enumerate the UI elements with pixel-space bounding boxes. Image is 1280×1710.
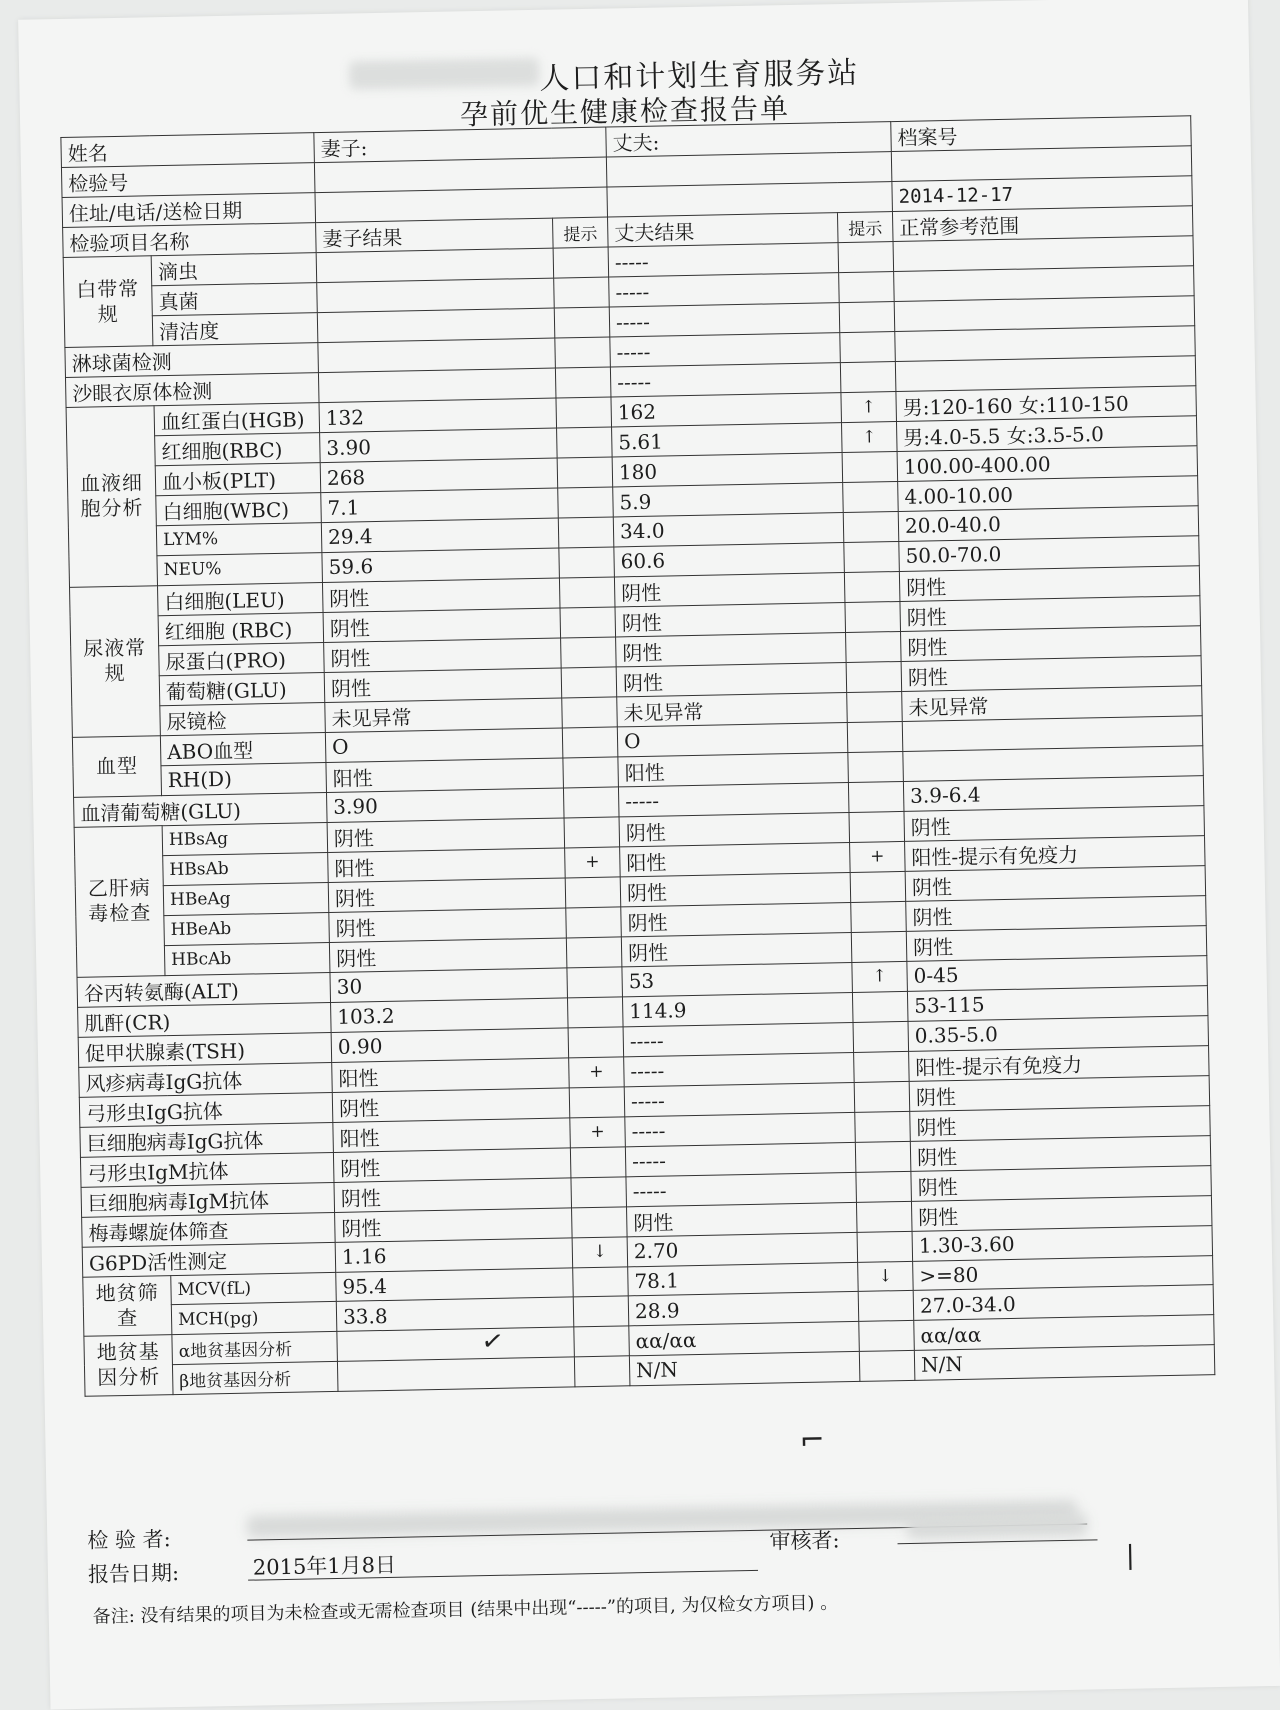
husband-result: 34.0 [613, 513, 844, 547]
wife-hint [568, 1026, 624, 1057]
wife-result: 30 [330, 968, 568, 1003]
group-label: 地贫基因分析 [84, 1335, 173, 1396]
husband-hint [859, 1321, 915, 1352]
col-header-husband: 丈夫结果 [608, 213, 839, 247]
husband-result: ----- [625, 1142, 856, 1176]
husband-result: 未见异常 [617, 692, 848, 726]
husband-result: 阳性 [620, 842, 851, 876]
reference-range: 阴性 [910, 1135, 1211, 1171]
wife-hint [564, 817, 620, 848]
husband-result: 2.70 [627, 1232, 858, 1266]
wife-hint [559, 577, 615, 608]
reference-range: 阴性 [900, 595, 1201, 631]
reference-range: 阴性 [911, 1195, 1212, 1231]
wife-result: 阴性 [322, 578, 560, 613]
wife-hint [555, 367, 611, 398]
husband-result: ----- [608, 243, 839, 277]
husband-result: 28.9 [628, 1292, 859, 1326]
husband-result: 180 [612, 453, 843, 487]
item-name: 风疹病毒IgG抗体 [79, 1062, 333, 1097]
item-name: 血小板(PLT) [155, 463, 321, 496]
item-name: HBsAb [163, 852, 329, 885]
wife-hint [566, 936, 622, 967]
item-name: G6PD活性测定 [82, 1242, 336, 1277]
reference-range: 阴性 [899, 565, 1200, 601]
report-date-value: 2015年1月8日 [252, 1552, 397, 1580]
reference-range: 阴性 [906, 895, 1207, 931]
wife-hint [570, 1146, 626, 1177]
item-name: HBsAg [162, 822, 328, 855]
reference-range: N/N [914, 1345, 1215, 1381]
husband-hint [846, 631, 902, 662]
wife-hint [571, 1176, 627, 1207]
wife-hint [555, 337, 611, 368]
wife-hint [563, 757, 619, 788]
item-name: 白细胞(LEU) [157, 582, 323, 615]
husband-hint [839, 302, 895, 333]
item-name: 弓形虫IgG抗体 [79, 1092, 333, 1127]
reference-range: 27.0-34.0 [913, 1285, 1214, 1321]
reference-range: 3.9-6.4 [903, 775, 1204, 811]
col-header-item: 检验项目名称 [63, 223, 317, 258]
wife-result: 阴性 [335, 1207, 573, 1242]
wife-hint [574, 1326, 630, 1357]
item-name: LYM% [156, 523, 322, 556]
husband-label: 丈夫: [606, 122, 892, 157]
wife-result: 阴性 [329, 908, 567, 943]
husband-hint [853, 1021, 909, 1052]
item-name: 血清葡萄糖(GLU) [74, 792, 328, 827]
husband-result: N/N [629, 1351, 860, 1385]
item-name: 弓形虫IgM抗体 [80, 1152, 334, 1187]
wife-hint [561, 667, 617, 698]
wife-result: 7.1 [321, 488, 559, 523]
wife-hint [569, 1086, 625, 1117]
reference-range: 1.30-3.60 [912, 1225, 1213, 1261]
husband-result: ----- [609, 273, 840, 307]
husband-result: ----- [625, 1112, 856, 1146]
item-name: RH(D) [161, 762, 327, 795]
husband-result: 5.61 [612, 423, 843, 457]
station-title: 人口和计划生育服务站 [539, 55, 860, 97]
wife-result [317, 278, 555, 313]
husband-hint [849, 811, 905, 842]
husband-result: αα/αα [629, 1322, 860, 1356]
wife-hint [554, 307, 610, 338]
husband-hint [844, 541, 900, 572]
item-name: 真菌 [152, 283, 318, 316]
wife-hint [573, 1296, 629, 1327]
husband-result: ----- [609, 303, 840, 337]
husband-result: ----- [610, 333, 841, 367]
wife-hint: ↓ [572, 1236, 628, 1267]
handwritten-check-mark: ✓ [479, 1325, 506, 1359]
name-label: 姓名 [61, 133, 315, 168]
handwritten-mark: ⌐ [799, 1422, 826, 1459]
reference-range: 阴性 [904, 805, 1205, 841]
husband-result: 60.6 [614, 542, 845, 576]
reference-range: 阴性 [906, 925, 1207, 961]
wife-result: 阴性 [323, 608, 561, 643]
husband-hint [847, 691, 903, 722]
husband-hint [854, 1081, 910, 1112]
item-name: NEU% [157, 552, 323, 585]
group-label: 血液细胞分析 [66, 406, 157, 587]
husband-result: 阴性 [621, 932, 852, 966]
wife-result: 阳性 [333, 1118, 571, 1153]
wife-hint [559, 547, 615, 578]
husband-hint [855, 1111, 911, 1142]
col-header-hint: 提示 [553, 217, 609, 248]
wife-result [318, 338, 556, 373]
item-name: MCV(fL) [171, 1272, 337, 1305]
reference-range: 阳性-提示有免疫力 [909, 1045, 1210, 1081]
husband-result: 阴性 [615, 602, 846, 636]
col-header-wife: 妻子结果 [316, 218, 554, 253]
wife-hint [554, 277, 610, 308]
wife-result: O [325, 728, 563, 763]
wife-hint [565, 877, 621, 908]
item-name: MCH(pg) [171, 1302, 337, 1335]
husband-result: 阴性 [614, 572, 845, 606]
reviewer-label: 审核者: [769, 1528, 840, 1554]
husband-hint [839, 272, 895, 303]
group-label: 血型 [72, 735, 161, 797]
wife-result: 268 [320, 458, 558, 493]
wife-hint [572, 1206, 628, 1237]
item-name: HBeAb [164, 912, 330, 945]
husband-hint [843, 512, 899, 543]
wife-result: 阴性 [329, 938, 567, 973]
husband-hint [852, 991, 908, 1022]
wife-result: 59.6 [322, 548, 560, 582]
wife-result [337, 1357, 575, 1391]
reference-range: 0.35-5.0 [908, 1015, 1209, 1051]
husband-hint [845, 601, 901, 632]
wife-hint: + [565, 847, 621, 878]
wife-hint [573, 1266, 629, 1297]
wife-result: 0.90 [331, 1028, 569, 1063]
redacted-area [349, 58, 540, 90]
group-label: 尿液常规 [70, 585, 161, 737]
reference-range: 阴性 [909, 1075, 1210, 1111]
husband-result: 114.9 [622, 992, 853, 1026]
husband-hint [848, 751, 904, 782]
husband-hint [840, 362, 896, 393]
wife-result: 阳性 [326, 758, 564, 793]
wife-hint [556, 397, 612, 428]
husband-hint [846, 661, 902, 692]
wife-label: 妻子: [314, 127, 607, 163]
husband-result: 阴性 [619, 812, 850, 846]
report-title: 孕前优生健康检查报告单 [459, 92, 791, 132]
wife-result: 阴性 [327, 818, 565, 853]
wife-hint [567, 966, 623, 997]
wife-hint [553, 247, 609, 278]
item-name: 血红蛋白(HGB) [154, 403, 320, 436]
husband-result: ----- [626, 1172, 857, 1206]
footnote: 备注: 没有结果的项目为未检查或无需检查项目 (结果中出现“-----”的项目, 为仅检女方项目) 。 [92, 1592, 839, 1628]
reference-range: 100.00-400.00 [897, 446, 1198, 482]
husband-hint [851, 901, 907, 932]
wife-result: 95.4 [336, 1267, 574, 1301]
item-name: 红细胞(RBC) [155, 433, 321, 466]
group-label: 地贫筛查 [83, 1275, 172, 1336]
husband-hint: ↑ [852, 961, 908, 992]
wife-hint [560, 607, 616, 638]
husband-hint [857, 1231, 913, 1262]
husband-hint: ↑ [841, 422, 897, 453]
reference-range: 50.0-70.0 [899, 536, 1200, 572]
item-name: 梅毒螺旋体筛查 [82, 1212, 336, 1247]
husband-hint [844, 571, 900, 602]
item-name: 肌酐(CR) [78, 1002, 332, 1037]
file-no-label: 档案号 [891, 116, 1192, 152]
wife-hint [561, 637, 617, 668]
husband-result: 阳性 [618, 752, 849, 786]
wife-result [317, 308, 555, 343]
item-name: 滴虫 [151, 253, 317, 286]
husband-result: 阴性 [616, 662, 847, 696]
reference-range: 阴性 [910, 1105, 1211, 1141]
wife-hint [566, 906, 622, 937]
col-header-ref: 正常参考范围 [892, 206, 1193, 242]
item-name: 清洁度 [152, 313, 318, 346]
item-name: HBcAb [164, 942, 330, 975]
husband-hint [855, 1141, 911, 1172]
husband-hint [851, 931, 907, 962]
reference-range: 男:120-160 女:110-150 [896, 386, 1197, 422]
item-name: 白细胞(WBC) [156, 493, 322, 526]
item-name: ABO血型 [160, 732, 326, 765]
reference-range: 男:4.0-5.5 女:3.5-5.0 [896, 416, 1197, 452]
husband-result: 阴性 [616, 632, 847, 666]
reference-range: 未见异常 [902, 685, 1203, 721]
wife-result: 132 [319, 398, 557, 433]
husband-hint: ↑ [841, 392, 897, 423]
item-name: 淋球菌检测 [65, 343, 319, 378]
husband-result: 162 [611, 393, 842, 427]
item-name: 尿蛋白(PRO) [159, 642, 325, 675]
wife-result [337, 1327, 575, 1361]
husband-hint [838, 242, 894, 273]
reference-range: >=80 [913, 1255, 1214, 1291]
husband-hint [840, 332, 896, 363]
wife-hint [557, 457, 613, 488]
husband-hint: + [850, 841, 906, 872]
reference-range: αα/αα [914, 1315, 1215, 1351]
wife-hint [567, 996, 623, 1027]
husband-result: ----- [618, 782, 849, 816]
wife-result: 未见异常 [325, 698, 563, 733]
wife-result: 1.16 [335, 1237, 573, 1272]
husband-result: ----- [610, 363, 841, 397]
item-name: α地贫基因分析 [172, 1332, 338, 1365]
submit-date: 2014-12-17 [892, 176, 1193, 212]
wife-hint: + [570, 1116, 626, 1147]
reference-range: 阳性-提示有免疫力 [905, 835, 1206, 871]
husband-hint [854, 1051, 910, 1082]
wife-result: 阴性 [328, 878, 566, 913]
wife-result: 29.4 [321, 518, 559, 552]
husband-hint [856, 1201, 912, 1232]
wife-hint [563, 787, 619, 818]
husband-result: O [617, 722, 848, 756]
reference-range: 阴性 [905, 865, 1206, 901]
col-header-hint: 提示 [837, 212, 893, 243]
husband-hint: ↓ [858, 1261, 914, 1292]
reference-range: 53-115 [907, 985, 1208, 1021]
item-name: β地贫基因分析 [172, 1361, 338, 1394]
husband-result: 阴性 [620, 872, 851, 906]
item-name: 巨细胞病毒IgG抗体 [80, 1122, 334, 1157]
wife-result: 阴性 [333, 1148, 571, 1183]
reference-range: 0-45 [907, 955, 1208, 991]
husband-hint [859, 1350, 915, 1381]
wife-hint [557, 427, 613, 458]
redacted-area [907, 1514, 1087, 1539]
wife-result: 3.90 [320, 428, 558, 463]
husband-hint [858, 1291, 914, 1322]
husband-hint [856, 1171, 912, 1202]
husband-hint [848, 781, 904, 812]
wife-result: 103.2 [331, 998, 569, 1033]
husband-result: ----- [623, 1022, 854, 1056]
item-name: 葡萄糖(GLU) [159, 672, 325, 705]
wife-result: 阴性 [334, 1178, 572, 1213]
wife-hint [574, 1356, 630, 1387]
husband-result: ----- [624, 1052, 855, 1086]
inspector-label: 检 验 者: [87, 1527, 171, 1553]
address-label: 住址/电话/送检日期 [62, 193, 316, 228]
wife-hint [558, 487, 614, 518]
wife-result: 3.90 [326, 788, 564, 823]
wife-result: 33.8 [336, 1297, 574, 1331]
husband-hint [843, 482, 899, 513]
wife-result [318, 368, 556, 403]
reference-range: 阴性 [901, 625, 1202, 661]
reference-range: 4.00-10.00 [898, 476, 1199, 512]
item-name: 红细胞 (RBC) [158, 612, 324, 645]
husband-hint [847, 721, 903, 752]
wife-result: 阴性 [324, 668, 562, 703]
wife-hint [562, 727, 618, 758]
husband-result: 阴性 [627, 1202, 858, 1236]
reference-range: 20.0-40.0 [898, 506, 1199, 542]
report-date-label: 报告日期: [87, 1561, 180, 1587]
husband-hint [842, 452, 898, 483]
wife-result: 阳性 [332, 1058, 570, 1093]
wife-hint [558, 517, 614, 548]
husband-result: 53 [622, 962, 853, 996]
wife-hint [562, 697, 618, 728]
item-name: 谷丙转氨酶(ALT) [77, 972, 331, 1007]
item-name: 促甲状腺素(TSH) [78, 1032, 332, 1067]
reference-range: 阴性 [901, 655, 1202, 691]
report-table [60, 115, 1215, 1396]
divider [898, 1539, 1098, 1544]
husband-result: 78.1 [628, 1262, 859, 1296]
test-no-label: 检验号 [61, 163, 315, 198]
item-name: HBeAg [163, 882, 329, 915]
group-label: 白带常规 [63, 256, 153, 348]
husband-result: 阴性 [621, 902, 852, 936]
wife-result: 阳性 [328, 848, 566, 883]
item-name: 沙眼衣原体检测 [65, 373, 319, 408]
group-label: 乙肝病毒检查 [74, 825, 165, 977]
wife-hint: + [569, 1056, 625, 1087]
item-name: 尿镜检 [160, 702, 326, 735]
handwritten-mark: | [1125, 1540, 1135, 1571]
husband-result: ----- [624, 1082, 855, 1116]
item-name: 巨细胞病毒IgM抗体 [81, 1182, 335, 1217]
husband-result: 5.9 [613, 483, 844, 517]
husband-hint [850, 871, 906, 902]
wife-result [316, 248, 554, 283]
wife-result: 阴性 [332, 1088, 570, 1123]
reference-range: 阴性 [911, 1165, 1212, 1201]
report-sheet [18, 0, 1280, 1709]
wife-result: 阴性 [324, 638, 562, 673]
